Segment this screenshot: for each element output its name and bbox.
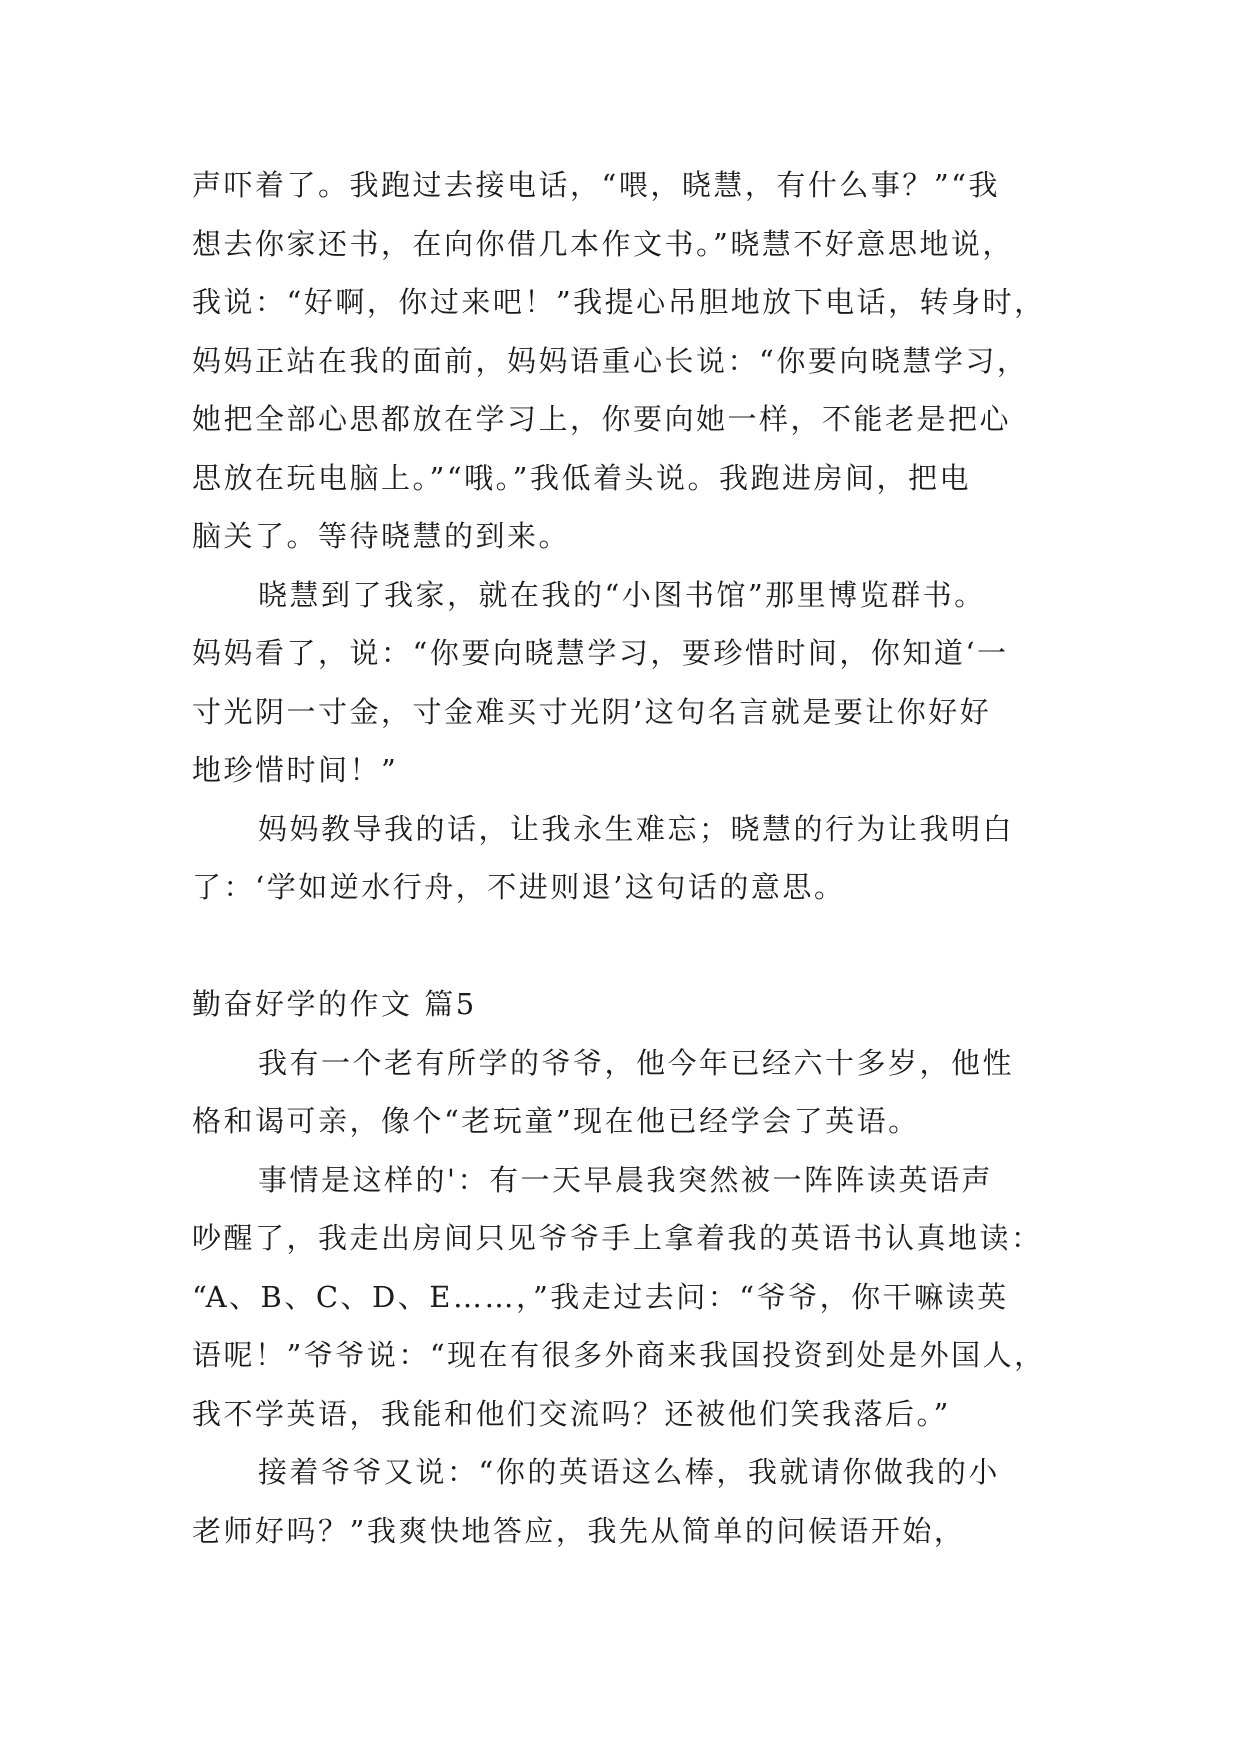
text-line: 妈妈教导我的话，让我永生难忘；晓慧的行为让我明白 xyxy=(258,811,1015,846)
text-line: 妈妈正站在我的面前，妈妈语重心长说：“你要向晓慧学习， xyxy=(192,343,1029,378)
text-line: 寸光阴一寸金，寸金难买寸光阴’这句名言就是要让你好好 xyxy=(192,694,992,729)
text-line: 吵醒了，我走出房间只见爷爷手上拿着我的英语书认真地读： xyxy=(192,1221,1043,1255)
paragraph xyxy=(192,156,1092,566)
text-line: 思放在玩电脑上。”“哦。”我低着头说。我跑进房间，把电 xyxy=(192,460,971,495)
section-heading: 勤奋好学的作文 篇5 xyxy=(192,987,477,1021)
text-line: 了：‘学如逆水行舟，不进则退’这句话的意思。 xyxy=(192,870,846,904)
text-line: 地珍惜时间！” xyxy=(192,753,399,787)
paragraph xyxy=(192,566,1092,800)
text-line: 我不学英语，我能和他们交流吗？还被他们笑我落后。” xyxy=(192,1396,951,1431)
text-line: 声吓着了。我跑过去接电话，“喂，晓慧，有什么事？”“我 xyxy=(192,168,1000,202)
paragraph xyxy=(192,1443,1092,1560)
text-line: 格和谒可亲，像个“老玩童”现在他已经学会了英语。 xyxy=(192,1104,920,1138)
text-line: 她把全部心思都放在学习上，你要向她一样，不能老是把心 xyxy=(192,402,1012,436)
paragraph xyxy=(192,800,1092,917)
text-line: 妈妈看了，说：“你要向晓慧学习，要珍惜时间，你知道‘一 xyxy=(192,636,1009,670)
text-line: 脑关了。等待晓慧的到来。 xyxy=(192,519,571,553)
text-line: 老师好吗？”我爽快地答应，我先从简单的问候语开始， xyxy=(192,1513,966,1548)
section-gap xyxy=(192,917,1092,976)
text-line: 想去你家还书，在向你借几本作文书。”晓慧不好意思地说， xyxy=(192,226,1014,261)
paragraph xyxy=(192,1151,1092,1444)
text-line: 语呢！”爷爷说：“现在有很多外商来我国投资到处是外国人， xyxy=(192,1338,1046,1372)
text-line: 晓慧到了我家，就在我的“小图书馆”那里博览群书。 xyxy=(258,577,986,612)
text-line: 我有一个老有所学的爷爷，他今年已经六十多岁，他性 xyxy=(258,1045,1015,1080)
text-line: 接着爷爷又说：“你的英语这么棒，我就请你做我的小 xyxy=(258,1455,1000,1489)
paragraph xyxy=(192,1034,1092,1151)
document-body xyxy=(192,156,1092,1560)
text-line: 我说：“好啊，你过来吧！”我提心吊胆地放下电话，转身时， xyxy=(192,285,1046,319)
text-line: “A、B、C、D、E……，”我走过去问：“爷爷，你干嘛读英 xyxy=(192,1279,1009,1314)
text-line: 事情是这样的'：有一天早晨我突然被一阵阵读英语声 xyxy=(258,1162,993,1197)
